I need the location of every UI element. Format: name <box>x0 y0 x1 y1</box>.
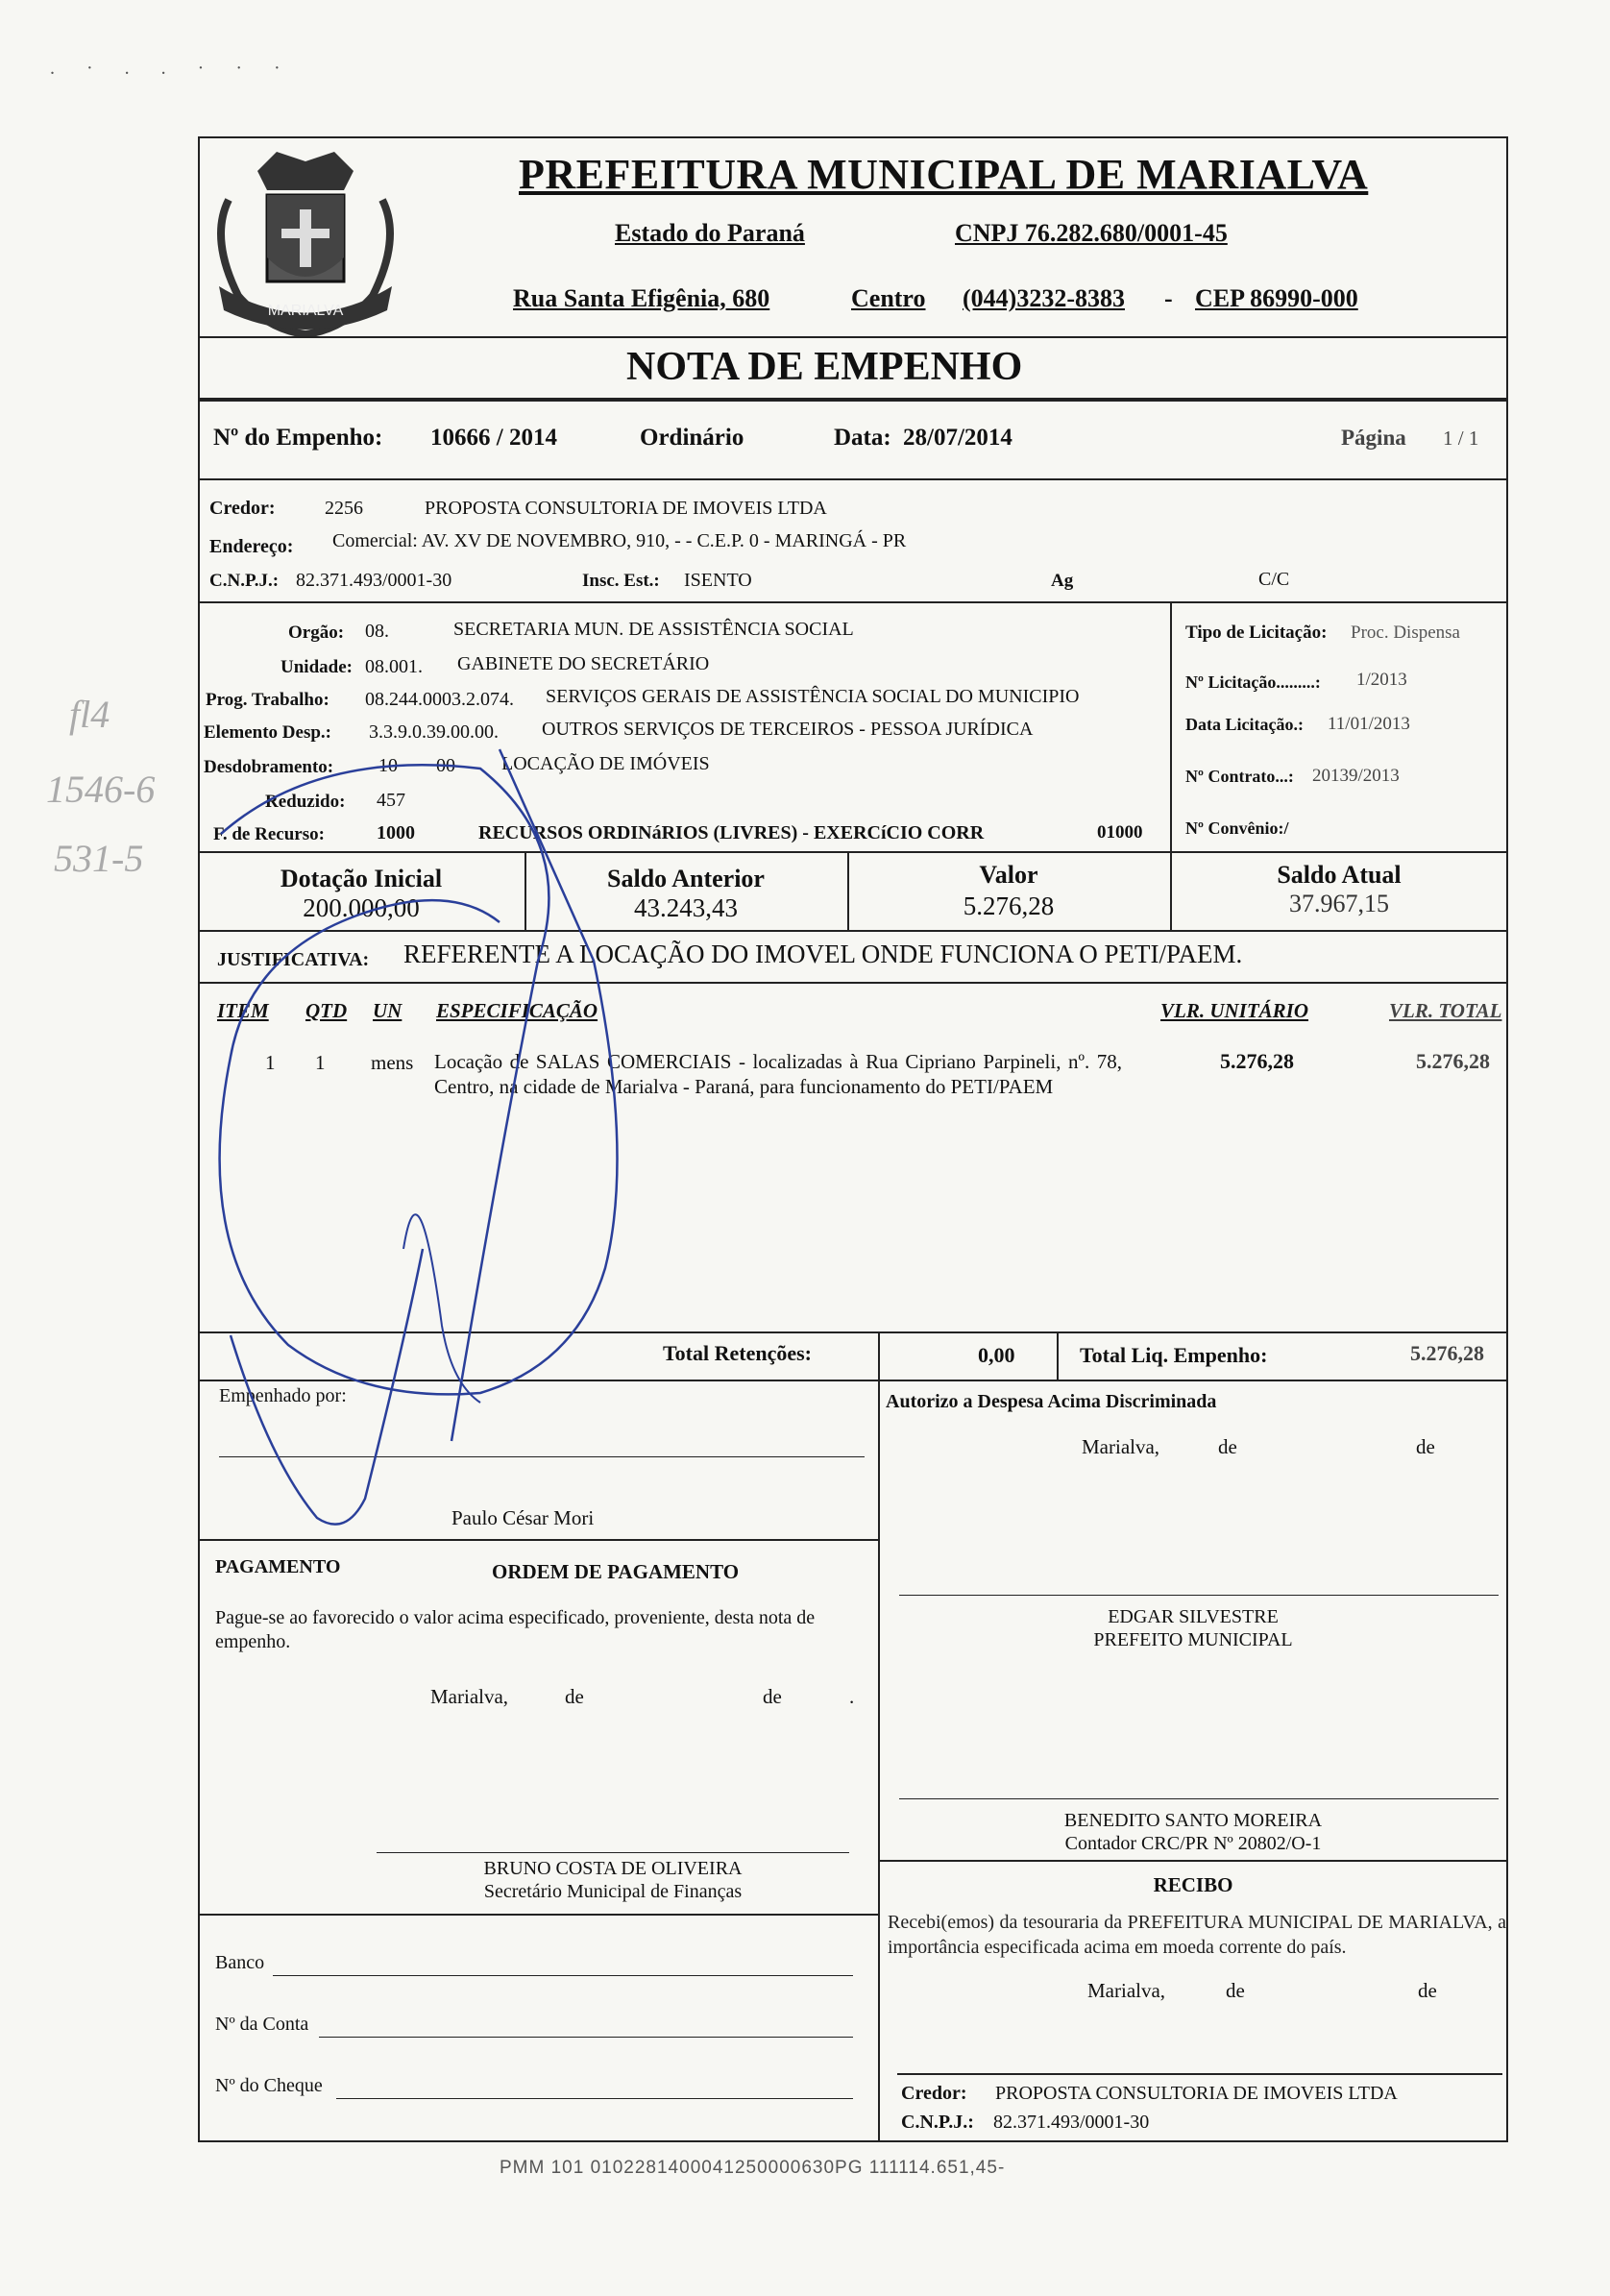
total-liquido-label: Total Liq. Empenho: <box>1080 1343 1268 1367</box>
insc-label: Insc. Est.: <box>582 571 660 591</box>
valor-value: 5.276,28 <box>963 892 1055 920</box>
scan-specks: . · . . · · · <box>50 58 294 79</box>
prefeito-name: EDGAR SILVESTRE <box>1108 1606 1279 1627</box>
total-liquido-value: 5.276,28 <box>1410 1341 1484 1365</box>
column-header-vlr-total: VLR. TOTAL <box>1389 999 1502 1022</box>
licitacao-number-label: Nº Licitação.........: <box>1185 672 1321 692</box>
conta-label: Nº da Conta <box>215 2014 309 2035</box>
column-header-vlr-unitario: VLR. UNITÁRIO <box>1160 999 1309 1022</box>
credor-name: PROPOSTA CONSULTORIA DE IMOVEIS LTDA <box>425 498 827 519</box>
pagamento-city: Marialva, <box>430 1685 509 1708</box>
address-street: Rua Santa Efigênia, 680 <box>513 284 770 312</box>
saldo-anterior-label: Saldo Anterior <box>607 865 765 892</box>
licitacao-type-label: Tipo de Licitação: <box>1185 623 1328 643</box>
desdobramento-label: Desdobramento: <box>204 757 334 777</box>
saldo-atual-value: 37.967,15 <box>1289 890 1389 917</box>
elemento-code: 3.3.9.0.39.00.00. <box>369 721 499 743</box>
prog-name: SERVIÇOS GERAIS DE ASSISTÊNCIA SOCIAL DO MUNICIPIO <box>546 686 1080 707</box>
recibo-text: Recebi(emos) da tesouraria da PREFEITURA MUNICIPAL DE MARIALVA, a importância especificada acima em moeda corrente do país. <box>888 1912 1506 1958</box>
prog-label: Prog. Trabalho: <box>206 690 329 710</box>
column-header-un: UN <box>373 999 402 1022</box>
desdobramento-code-a: 10 <box>378 755 398 776</box>
column-header-qtd: QTD <box>305 999 348 1022</box>
unidade-code: 08.001. <box>365 656 423 677</box>
dotacao-label: Dotação Inicial <box>280 865 443 892</box>
svg-text:MARIALVA: MARIALVA <box>267 303 344 319</box>
saldo-atual-label: Saldo Atual <box>1277 861 1402 889</box>
autorizo-city: Marialva, <box>1082 1435 1160 1458</box>
item-specification: Locação de SALAS COMERCIAIS - localizadas à Rua Cipriano Parpineli, nº. 78, Centro, na cidade de Marialva - Paraná, para funcionamento do PETI/PAEM <box>434 1050 1122 1098</box>
municipality-cnpj: CNPJ 76.282.680/0001-45 <box>955 219 1228 247</box>
licitacao-number: 1/2013 <box>1356 670 1407 690</box>
justificativa-text: REFERENTE A LOCAÇÃO DO IMOVEL ONDE FUNCIONA O PETI/PAEM. <box>403 940 1243 968</box>
empenho-number-label: Nº do Empenho: <box>213 425 383 451</box>
pagamento-de-2: de <box>763 1685 782 1708</box>
credor-cnpj-label: C.N.P.J.: <box>209 571 280 591</box>
column-header-item: ITEM <box>217 999 269 1022</box>
empenhado-por-name: Paulo César Mori <box>451 1506 595 1529</box>
empenho-type: Ordinário <box>640 425 744 451</box>
ordem-pagamento-label: ORDEM DE PAGAMENTO <box>492 1560 740 1583</box>
secretario-role: Secretário Municipal de Finanças <box>483 1881 743 1902</box>
contrato-number: 20139/2013 <box>1312 766 1400 786</box>
desdobramento-name: LOCAÇÃO DE IMÓVEIS <box>501 753 710 774</box>
recibo-de-2: de <box>1418 1979 1437 2002</box>
unidade-label: Unidade: <box>281 657 353 677</box>
recibo-cnpj-label: C.N.P.J.: <box>901 2112 974 2133</box>
item-unit: mens <box>371 1051 414 1074</box>
credor-code: 2256 <box>325 498 363 519</box>
dotacao-value: 200.000,00 <box>303 893 420 922</box>
justificativa-label: JUSTIFICATIVA: <box>217 949 370 970</box>
prog-code: 08.244.0003.2.074. <box>365 689 514 710</box>
item-qty: 1 <box>315 1051 326 1074</box>
cep: CEP 86990-000 <box>1195 284 1358 312</box>
desdobramento-code-b: 00 <box>436 755 455 776</box>
footer-code: PMM 101 0102281400041250000630PG 111114.651,45- <box>500 2158 1006 2178</box>
recibo-de-1: de <box>1226 1979 1245 2002</box>
endereco-label: Endereço: <box>209 536 294 557</box>
saldo-anterior-value: 43.243,43 <box>634 893 738 922</box>
autorizo-de-2: de <box>1416 1435 1435 1458</box>
recibo-title: RECIBO <box>1153 1873 1233 1896</box>
pagamento-de-1: de <box>565 1685 584 1708</box>
autorizo-de-1: de <box>1218 1435 1237 1458</box>
handwritten-note: fl4 <box>69 693 110 736</box>
item-total-value: 5.276,28 <box>1416 1049 1490 1073</box>
licitacao-type: Proc. Dispensa <box>1351 623 1460 643</box>
item-number: 1 <box>265 1051 276 1074</box>
elemento-name: OUTROS SERVIÇOS DE TERCEIROS - PESSOA JURÍDICA <box>542 719 1034 740</box>
total-retencoes-value: 0,00 <box>978 1343 1015 1367</box>
pagamento-text: Pague-se ao favorecido o valor acima especificado, proveniente, desta nota de empenho. <box>215 1607 816 1652</box>
total-retencoes-label: Total Retenções: <box>663 1341 812 1365</box>
pagamento-dot: . <box>849 1685 855 1708</box>
phone-number: (044)3232-8383 <box>963 284 1125 312</box>
orgao-name: SECRETARIA MUN. DE ASSISTÊNCIA SOCIAL <box>453 619 854 640</box>
elemento-label: Elemento Desp.: <box>204 722 331 743</box>
valor-label: Valor <box>979 861 1038 889</box>
document-title: NOTA DE EMPENHO <box>626 345 1023 389</box>
unidade-name: GABINETE DO SECRETÁRIO <box>457 653 710 674</box>
contador-role: Contador CRC/PR Nº 20802/O-1 <box>1064 1833 1322 1854</box>
fonte-code: 1000 <box>377 822 415 843</box>
handwritten-note: 531-5 <box>54 837 144 880</box>
credor-label: Credor: <box>209 498 276 519</box>
contrato-label: Nº Contrato...: <box>1185 767 1294 786</box>
insc-value: ISENTO <box>684 570 752 591</box>
handwritten-note: 1546-6 <box>46 768 156 811</box>
state-label: Estado do Paraná <box>615 219 805 247</box>
column-header-especificacao: ESPECIFICAÇÃO <box>436 999 598 1022</box>
page-title: PREFEITURA MUNICIPAL DE MARIALVA <box>519 151 1369 198</box>
agency-label: Ag <box>1051 571 1074 591</box>
recibo-credor-name: PROPOSTA CONSULTORIA DE IMOVEIS LTDA <box>995 2083 1398 2104</box>
reduzido-code: 457 <box>377 790 405 811</box>
fonte-label: F. de Recurso: <box>213 824 325 844</box>
empenhado-por-label: Empenhado por: <box>219 1385 347 1406</box>
cheque-label: Nº do Cheque <box>215 2075 323 2096</box>
credor-cnpj: 82.371.493/0001-30 <box>296 570 452 591</box>
item-unit-value: 5.276,28 <box>1220 1049 1294 1073</box>
banco-label: Banco <box>215 1952 265 1973</box>
licitacao-date-label: Data Licitação.: <box>1185 715 1304 734</box>
empenho-date-label: Data: <box>834 425 891 451</box>
licitacao-date: 11/01/2013 <box>1328 714 1410 734</box>
credor-address: Comercial: AV. XV DE NOVEMBRO, 910, - - C.E.P. 0 - MARINGÁ - PR <box>332 530 907 551</box>
autorizo-title: Autorizo a Despesa Acima Discriminada <box>886 1391 1217 1412</box>
pagamento-label: PAGAMENTO <box>215 1556 341 1577</box>
recibo-credor-label: Credor: <box>901 2083 967 2104</box>
fonte-name: RECURSOS ORDINáRIOS (LIVRES) - EXERCíCIO CORR <box>478 822 985 843</box>
convenio-label: Nº Convênio:/ <box>1185 818 1289 838</box>
recibo-cnpj: 82.371.493/0001-30 <box>993 2112 1150 2133</box>
empenho-number: 10666 / 2014 <box>430 425 557 451</box>
orgao-label: Orgão: <box>288 623 345 643</box>
empenho-date: 28/07/2014 <box>903 425 1012 451</box>
address-district: Centro <box>851 284 926 312</box>
contador-name: BENEDITO SANTO MOREIRA <box>1063 1810 1323 1831</box>
secretario-name: BRUNO COSTA DE OLIVEIRA <box>483 1858 743 1879</box>
recibo-city: Marialva, <box>1087 1979 1166 2002</box>
reduzido-label: Reduzido: <box>265 792 346 812</box>
account-label: C/C <box>1258 569 1290 590</box>
orgao-code: 08. <box>365 621 389 642</box>
prefeito-role: PREFEITO MUNICIPAL <box>1093 1629 1293 1650</box>
fonte-number: 01000 <box>1097 822 1143 843</box>
page-number: 1 / 1 <box>1443 427 1479 450</box>
address-separator: - <box>1164 284 1173 312</box>
page-number-label: Página <box>1341 426 1406 450</box>
